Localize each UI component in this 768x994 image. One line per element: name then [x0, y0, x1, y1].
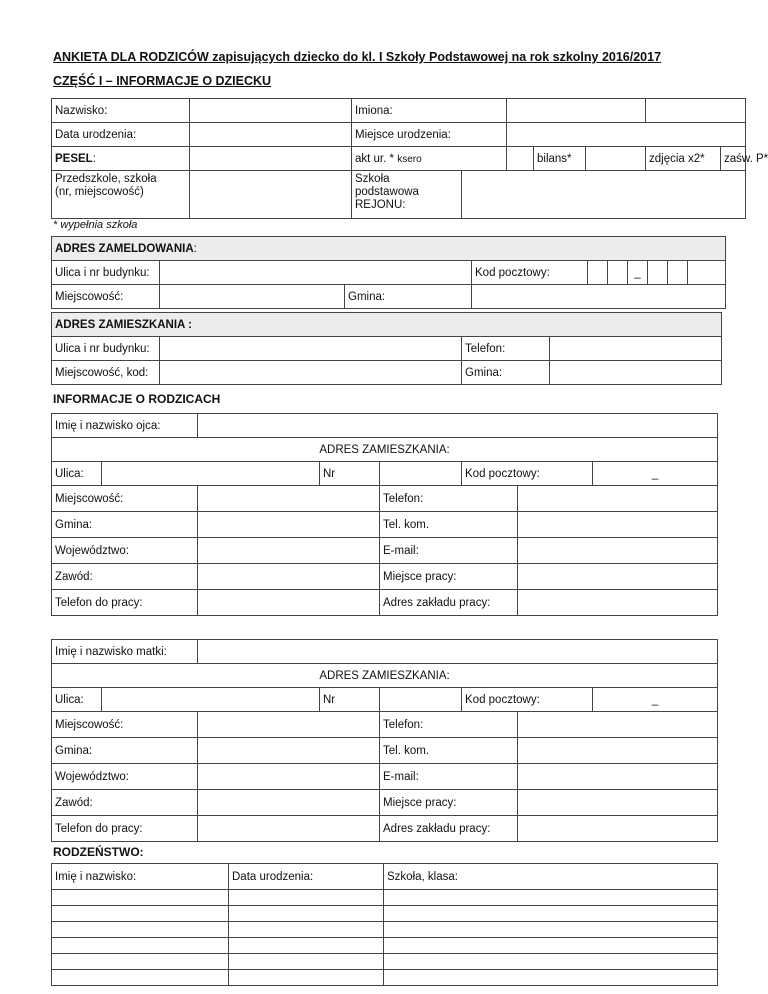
mother-work-address-label: Adres zakładu pracy:: [380, 816, 518, 842]
child-info-table: [51, 98, 768, 219]
mother-voivodeship-field[interactable]: [198, 764, 380, 790]
sibling-school-field[interactable]: [384, 954, 718, 970]
father-commune-field[interactable]: [198, 512, 380, 538]
mother-city-label: Miejscowość:: [52, 712, 198, 738]
pesel-label: PESEL:: [52, 147, 190, 171]
part1-title: CZĘŚĆ I – INFORMACJE O DZIECKU: [53, 74, 272, 88]
father-profession-label: Zawód:: [52, 564, 198, 590]
father-phone-label: Telefon:: [380, 486, 518, 512]
mother-work-phone-label: Telefon do pracy:: [52, 816, 198, 842]
sibling-name-field[interactable]: [52, 890, 229, 906]
mother-nr-label: Nr: [320, 688, 380, 712]
father-postal-field[interactable]: _: [593, 462, 718, 486]
sibling-name-field[interactable]: [52, 954, 229, 970]
mother-email-label: E-mail:: [380, 764, 518, 790]
birth-date-label: Data urodzenia:: [52, 123, 190, 147]
bilans-label: bilans*: [534, 147, 586, 171]
residence-phone-field[interactable]: [550, 337, 722, 361]
father-voivodeship-label: Województwo:: [52, 538, 198, 564]
mother-name-label: Imię i nazwisko matki:: [52, 640, 198, 664]
mother-nr-field[interactable]: [380, 688, 462, 712]
mother-email-field[interactable]: [518, 764, 718, 790]
surname-field[interactable]: [190, 99, 352, 123]
father-email-field[interactable]: [518, 538, 718, 564]
residence-address-header: ADRES ZAMIESZKANIA :: [52, 313, 722, 337]
registered-address-header: ADRES ZAMELDOWANIA:: [52, 237, 726, 261]
father-phone-field[interactable]: [518, 486, 718, 512]
mother-street-field[interactable]: [102, 688, 320, 712]
father-street-field[interactable]: [102, 462, 320, 486]
mother-postal-label: Kod pocztowy:: [462, 688, 593, 712]
postal-digit-4[interactable]: [668, 261, 688, 285]
father-nr-label: Nr: [320, 462, 380, 486]
preschool-field[interactable]: [190, 171, 352, 219]
mother-mobile-field[interactable]: [518, 738, 718, 764]
siblings-birth-header: Data urodzenia:: [229, 864, 384, 890]
residence-address-table: [51, 312, 722, 385]
residence-city-field[interactable]: [160, 361, 462, 385]
sibling-school-field[interactable]: [384, 906, 718, 922]
photos-label: zdjęcia x2*: [646, 147, 721, 171]
school-note: * wypełnia szkoła: [53, 219, 138, 231]
mother-city-field[interactable]: [198, 712, 380, 738]
first-names-field-2[interactable]: [646, 99, 746, 123]
mother-postal-field[interactable]: _: [593, 688, 718, 712]
registered-postal-label: Kod pocztowy:: [472, 261, 588, 285]
father-work-phone-label: Telefon do pracy:: [52, 590, 198, 616]
mother-phone-label: Telefon:: [380, 712, 518, 738]
form-title: ANKIETA DLA RODZICÓW zapisujących dziecko do kl. I Szkoły Podstawowej na rok szkolny 2016/2017: [53, 50, 662, 64]
residence-street-label: Ulica i nr budynku:: [52, 337, 160, 361]
birth-cert-box[interactable]: [507, 147, 534, 171]
siblings-table: [51, 863, 718, 986]
registered-commune-label: Gmina:: [345, 285, 472, 309]
preschool-label: Przedszkole, szkoła (nr, miejscowość): [52, 171, 190, 219]
postal-digit-3[interactable]: [648, 261, 668, 285]
residence-street-field[interactable]: [160, 337, 462, 361]
birth-place-field[interactable]: [507, 123, 746, 147]
mother-voivodeship-label: Województwo:: [52, 764, 198, 790]
mother-name-field[interactable]: [198, 640, 718, 664]
mother-work-address-field[interactable]: [518, 816, 718, 842]
parents-section-title: INFORMACJE O RODZICACH: [53, 392, 221, 406]
district-school-label: Szkoła podstawowa REJONU:: [352, 171, 462, 219]
registered-address-table: [51, 236, 726, 309]
father-city-field[interactable]: [198, 486, 380, 512]
father-work-address-field[interactable]: [518, 590, 718, 616]
district-school-field[interactable]: [462, 171, 746, 219]
sibling-birth-field[interactable]: [229, 906, 384, 922]
sibling-birth-field[interactable]: [229, 890, 384, 906]
father-commune-label: Gmina:: [52, 512, 198, 538]
father-profession-field[interactable]: [198, 564, 380, 590]
father-work-address-label: Adres zakładu pracy:: [380, 590, 518, 616]
residence-commune-field[interactable]: [550, 361, 722, 385]
father-address-header: ADRES ZAMIESZKANIA:: [52, 438, 718, 462]
sibling-school-field[interactable]: [384, 890, 718, 906]
mother-workplace-field[interactable]: [518, 790, 718, 816]
father-name-field[interactable]: [198, 414, 718, 438]
sibling-name-field[interactable]: [52, 922, 229, 938]
registered-city-label: Miejscowość:: [52, 285, 160, 309]
siblings-section-title: RODZEŃSTWO:: [53, 845, 144, 859]
father-mobile-label: Tel. kom.: [380, 512, 518, 538]
postal-digit-2[interactable]: [608, 261, 628, 285]
sibling-name-field[interactable]: [52, 938, 229, 954]
first-names-label: Imiona:: [352, 99, 507, 123]
siblings-name-header: Imię i nazwisko:: [52, 864, 229, 890]
residence-city-label: Miejscowość, kod:: [52, 361, 160, 385]
sibling-school-field[interactable]: [384, 922, 718, 938]
postal-digit-1[interactable]: [588, 261, 608, 285]
father-street-label: Ulica:: [52, 462, 102, 486]
mother-commune-field[interactable]: [198, 738, 380, 764]
postal-dash: _: [628, 261, 648, 285]
mother-workplace-label: Miejsce pracy:: [380, 790, 518, 816]
residence-commune-label: Gmina:: [462, 361, 550, 385]
certificate-label: zaśw. P*: [721, 147, 746, 171]
father-nr-field[interactable]: [380, 462, 462, 486]
sibling-birth-field[interactable]: [229, 954, 384, 970]
mother-phone-field[interactable]: [518, 712, 718, 738]
father-city-label: Miejscowość:: [52, 486, 198, 512]
residence-phone-label: Telefon:: [462, 337, 550, 361]
mother-profession-field[interactable]: [198, 790, 380, 816]
mother-commune-label: Gmina:: [52, 738, 198, 764]
birth-place-label: Miejsce urodzenia:: [352, 123, 507, 147]
pesel-field[interactable]: [190, 147, 352, 171]
sibling-school-field[interactable]: [384, 938, 718, 954]
sibling-birth-field[interactable]: [229, 922, 384, 938]
sibling-birth-field[interactable]: [229, 970, 384, 986]
sibling-name-field[interactable]: [52, 906, 229, 922]
mother-work-phone-field[interactable]: [198, 816, 380, 842]
father-workplace-field[interactable]: [518, 564, 718, 590]
postal-digit-5[interactable]: [688, 261, 726, 285]
father-voivodeship-field[interactable]: [198, 538, 380, 564]
sibling-name-field[interactable]: [52, 970, 229, 986]
birth-cert-label: akt ur. * ksero: [352, 147, 507, 171]
father-mobile-field[interactable]: [518, 512, 718, 538]
mother-profession-label: Zawód:: [52, 790, 198, 816]
birth-date-field[interactable]: [190, 123, 352, 147]
registered-street-field[interactable]: [160, 261, 472, 285]
father-table: [51, 413, 718, 616]
mother-table: [51, 639, 718, 842]
siblings-school-header: Szkoła, klasa:: [384, 864, 718, 890]
father-postal-label: Kod pocztowy:: [462, 462, 593, 486]
father-name-label: Imię i nazwisko ojca:: [52, 414, 198, 438]
surname-label: Nazwisko:: [52, 99, 190, 123]
registered-commune-field[interactable]: [472, 285, 726, 309]
sibling-birth-field[interactable]: [229, 938, 384, 954]
mother-mobile-label: Tel. kom.: [380, 738, 518, 764]
bilans-box[interactable]: [586, 147, 646, 171]
mother-street-label: Ulica:: [52, 688, 102, 712]
father-workplace-label: Miejsce pracy:: [380, 564, 518, 590]
sibling-school-field[interactable]: [384, 970, 718, 986]
father-work-phone-field[interactable]: [198, 590, 380, 616]
mother-address-header: ADRES ZAMIESZKANIA:: [52, 664, 718, 688]
registered-street-label: Ulica i nr budynku:: [52, 261, 160, 285]
first-names-field-1[interactable]: [507, 99, 646, 123]
registered-city-field[interactable]: [160, 285, 345, 309]
father-email-label: E-mail:: [380, 538, 518, 564]
